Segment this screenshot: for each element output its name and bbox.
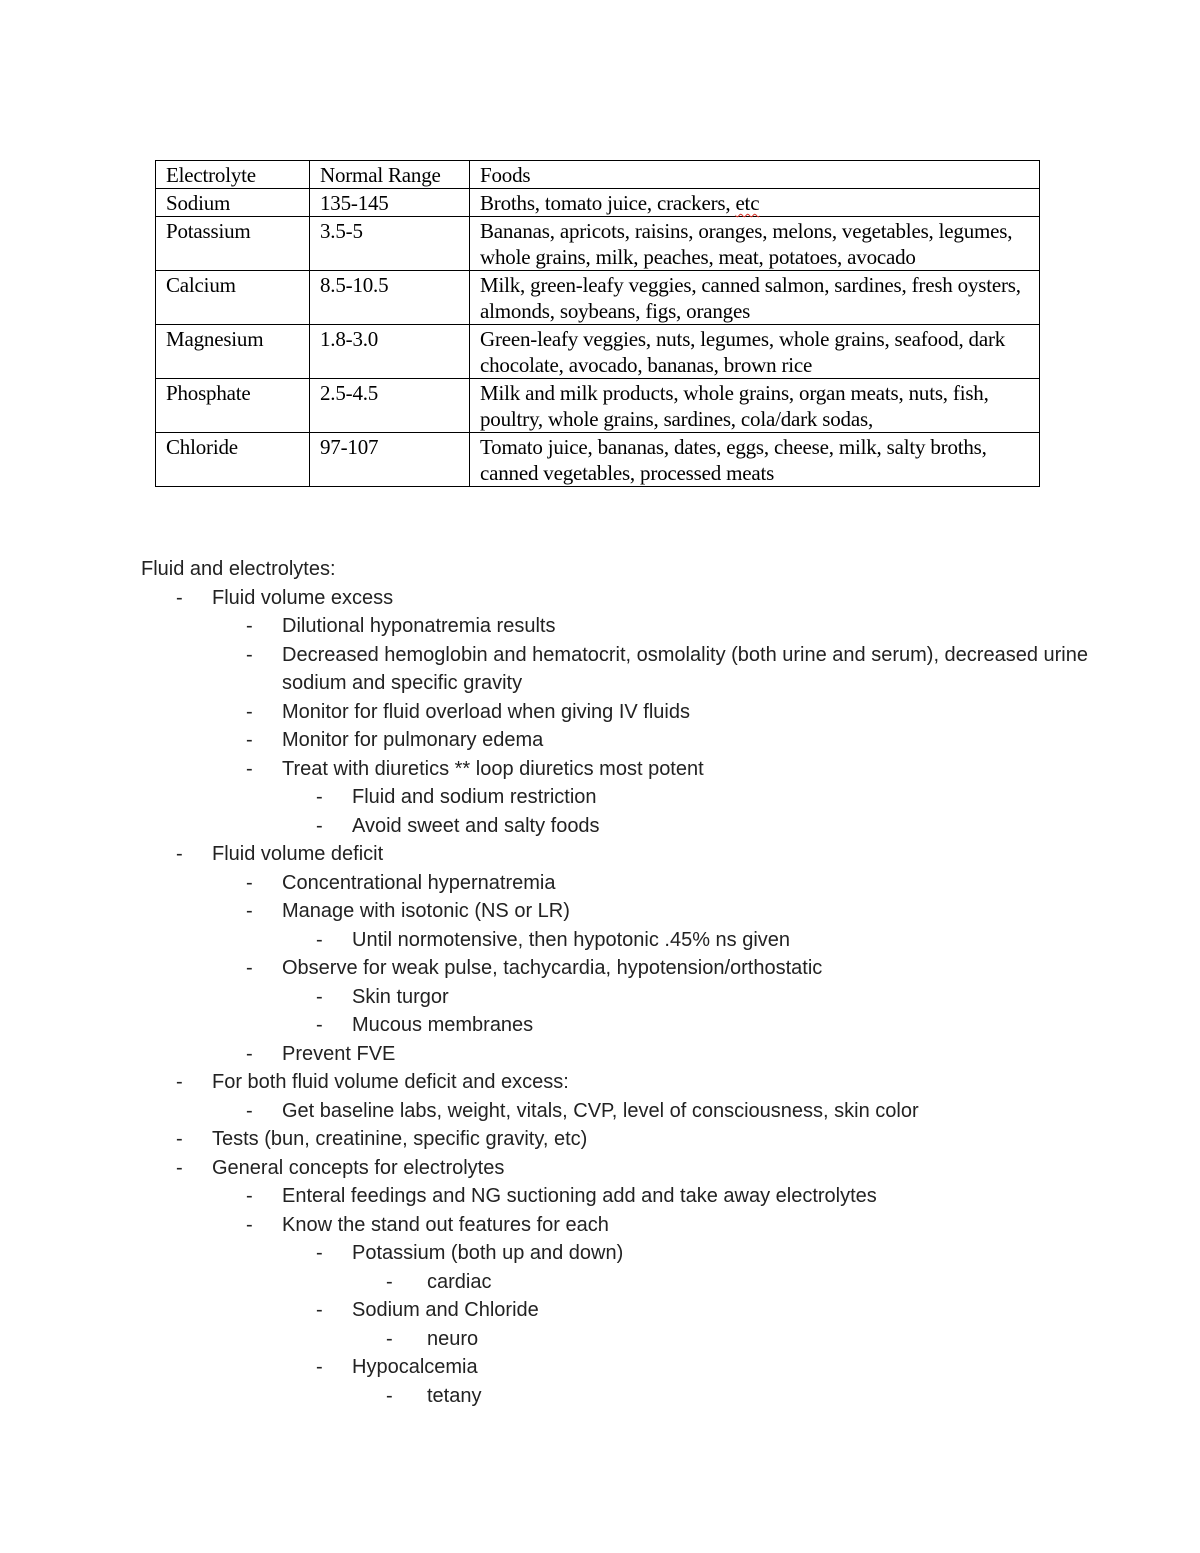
list-item-text: General concepts for electrolytes (212, 1156, 505, 1179)
list-item-text: Know the stand out features for each (282, 1213, 609, 1236)
foods-cell: Green-leafy veggies, nuts, legumes, whole grains, seafood, dark chocolate, avocado, bananas, brown rice (470, 325, 1040, 379)
list-item-fluid-volume-excess (176, 584, 1141, 841)
bullet-dash: - (176, 586, 183, 609)
list-item-general-concepts (176, 1154, 1141, 1411)
range-cell: 1.8-3.0 (310, 325, 470, 379)
list-item (246, 612, 1141, 641)
list-item (246, 1182, 1141, 1211)
list-item (246, 869, 1141, 898)
list-item-text: Treat with diuretics ** loop diuretics most potent (282, 757, 704, 780)
list-item-tests (176, 1125, 1141, 1154)
range-cell: 8.5-10.5 (310, 271, 470, 325)
list-item (316, 1296, 1141, 1353)
list-item (246, 755, 1141, 841)
list-item-text: Avoid sweet and salty foods (352, 814, 600, 837)
list-item-text: Hypocalcemia (352, 1356, 478, 1378)
electrolyte-cell: Magnesium (156, 325, 310, 379)
list-item-text: Fluid volume excess (212, 586, 394, 609)
bullet-dash: - (246, 1042, 253, 1065)
list-item (246, 897, 1141, 954)
bullet-dash: - (246, 700, 253, 723)
bullet-dash: - (316, 1299, 323, 1321)
list-item-fluid-volume-deficit (176, 840, 1141, 1068)
list-item-text: Observe for weak pulse, tachycardia, hypotension/orthostatic (282, 957, 823, 979)
list-item (316, 1011, 1141, 1040)
sub-list (352, 1268, 1141, 1297)
table-row (156, 433, 1040, 487)
sub-list (212, 1182, 1141, 1410)
list-item-text: Skin turgor (352, 985, 449, 1008)
notes-section (141, 555, 1141, 1410)
sub-list (352, 1382, 1141, 1411)
list-item (246, 1040, 1141, 1069)
bullet-dash: - (386, 1270, 393, 1293)
bullet-dash: - (246, 900, 253, 922)
electrolyte-cell: Sodium (156, 189, 310, 217)
table-header-row (156, 161, 1040, 189)
foods-cell: Milk and milk products, whole grains, organ meats, nuts, fish, poultry, whole grains, sardines, cola/dark sodas, (470, 379, 1040, 433)
electrolyte-cell: Calcium (156, 271, 310, 325)
list-item (316, 1239, 1141, 1296)
list-item-text: Sodium and Chloride (352, 1299, 539, 1321)
bullet-dash: - (316, 1356, 323, 1378)
list-item-text: Monitor for fluid overload when giving IV fluids (282, 700, 690, 723)
spellcheck-flagged-word[interactable]: etc (735, 191, 760, 215)
list-item (246, 698, 1141, 727)
sub-list (282, 783, 1141, 840)
bullet-dash: - (386, 1327, 393, 1350)
bullet-dash: - (246, 643, 253, 666)
list-item (386, 1382, 1141, 1411)
list-item-text: Dilutional hyponatremia results (282, 615, 556, 637)
table-row (156, 217, 1040, 271)
bullet-dash: - (246, 729, 253, 751)
list-item-text: Potassium (both up and down) (352, 1242, 624, 1264)
bullet-dash: - (316, 1014, 323, 1036)
notes-heading: Fluid and electrolytes: (141, 558, 336, 580)
list-item-text: For both fluid volume deficit and excess: (212, 1071, 569, 1093)
list-item-text: Prevent FVE (282, 1042, 396, 1065)
foods-cell (470, 189, 1040, 217)
list-item (316, 812, 1141, 841)
list-item (386, 1325, 1141, 1354)
bullet-dash: - (386, 1384, 393, 1407)
list-item (316, 926, 1141, 955)
list-item (246, 1211, 1141, 1411)
bullet-dash: - (176, 1071, 183, 1093)
table-row (156, 189, 1040, 217)
bullet-dash: - (246, 615, 253, 637)
electrolyte-cell: Potassium (156, 217, 310, 271)
list-item-text: Tests (bun, creatinine, specific gravity, etc) (212, 1128, 588, 1150)
list-item-text: Decreased hemoglobin and hematocrit, osmolality (both urine and serum), decreased urine sodium and specific gravity (282, 643, 1088, 694)
foods-cell: Tomato juice, bananas, dates, eggs, cheese, milk, salty broths, canned vegetables, processed meats (470, 433, 1040, 487)
electrolyte-table (155, 160, 1040, 487)
sub-list (282, 1239, 1141, 1410)
header-electrolyte: Electrolyte (156, 161, 310, 189)
bullet-dash: - (316, 814, 323, 837)
list-item-text: Mucous membranes (352, 1014, 534, 1036)
bullet-dash: - (246, 871, 253, 894)
range-cell: 2.5-4.5 (310, 379, 470, 433)
list-item (316, 1353, 1141, 1410)
list-item-text: Manage with isotonic (NS or LR) (282, 900, 570, 922)
sub-list (212, 612, 1141, 840)
bullet-dash: - (316, 1242, 323, 1264)
list-item-text: neuro (427, 1327, 479, 1350)
list-item (316, 783, 1141, 812)
list-item-text: cardiac (427, 1270, 492, 1293)
sub-list (352, 1325, 1141, 1354)
list-item (246, 641, 1141, 698)
foods-cell: Milk, green-leafy veggies, canned salmon, sardines, fresh oysters, almonds, soybeans, figs, oranges (470, 271, 1040, 325)
list-item (246, 726, 1141, 755)
electrolyte-cell: Chloride (156, 433, 310, 487)
list-item-text: Monitor for pulmonary edema (282, 729, 544, 751)
notes-list (141, 584, 1141, 1411)
sub-list (212, 869, 1141, 1069)
range-cell: 135-145 (310, 189, 470, 217)
foods-cell: Bananas, apricots, raisins, oranges, melons, vegetables, legumes, whole grains, milk, peaches, meat, potatoes, avocado (470, 217, 1040, 271)
bullet-dash: - (246, 1185, 253, 1207)
sub-list (282, 983, 1141, 1040)
list-item (316, 983, 1141, 1012)
bullet-dash: - (246, 957, 253, 979)
sub-list (212, 1097, 1141, 1126)
list-item-both-fluid-volume (176, 1068, 1141, 1125)
range-cell: 97-107 (310, 433, 470, 487)
list-item-text: Fluid volume deficit (212, 843, 384, 865)
list-item-text: Until normotensive, then hypotonic .45% ns given (352, 928, 791, 951)
list-item (386, 1268, 1141, 1297)
header-foods: Foods (470, 161, 1040, 189)
sub-list (282, 926, 1141, 955)
table-row (156, 325, 1040, 379)
list-item (246, 1097, 1141, 1126)
range-cell: 3.5-5 (310, 217, 470, 271)
list-item-text: tetany (427, 1384, 482, 1407)
bullet-dash: - (246, 757, 253, 780)
foods-text: Broths, tomato juice, crackers, (480, 191, 736, 215)
bullet-dash: - (176, 1156, 183, 1179)
bullet-dash: - (176, 843, 183, 865)
list-item-text: Enteral feedings and NG suctioning add and take away electrolytes (282, 1185, 877, 1207)
electrolyte-cell: Phosphate (156, 379, 310, 433)
list-item-text: Get baseline labs, weight, vitals, CVP, level of consciousness, skin color (282, 1099, 919, 1122)
bullet-dash: - (176, 1128, 183, 1150)
bullet-dash: - (316, 786, 323, 808)
bullet-dash: - (246, 1213, 253, 1236)
bullet-dash: - (316, 928, 323, 951)
list-item-text: Fluid and sodium restriction (352, 786, 597, 808)
bullet-dash: - (246, 1099, 253, 1122)
bullet-dash: - (316, 985, 323, 1008)
header-normal-range: Normal Range (310, 161, 470, 189)
table-row (156, 271, 1040, 325)
list-item-text: Concentrational hypernatremia (282, 871, 556, 894)
table-row (156, 379, 1040, 433)
list-item (246, 954, 1141, 1040)
